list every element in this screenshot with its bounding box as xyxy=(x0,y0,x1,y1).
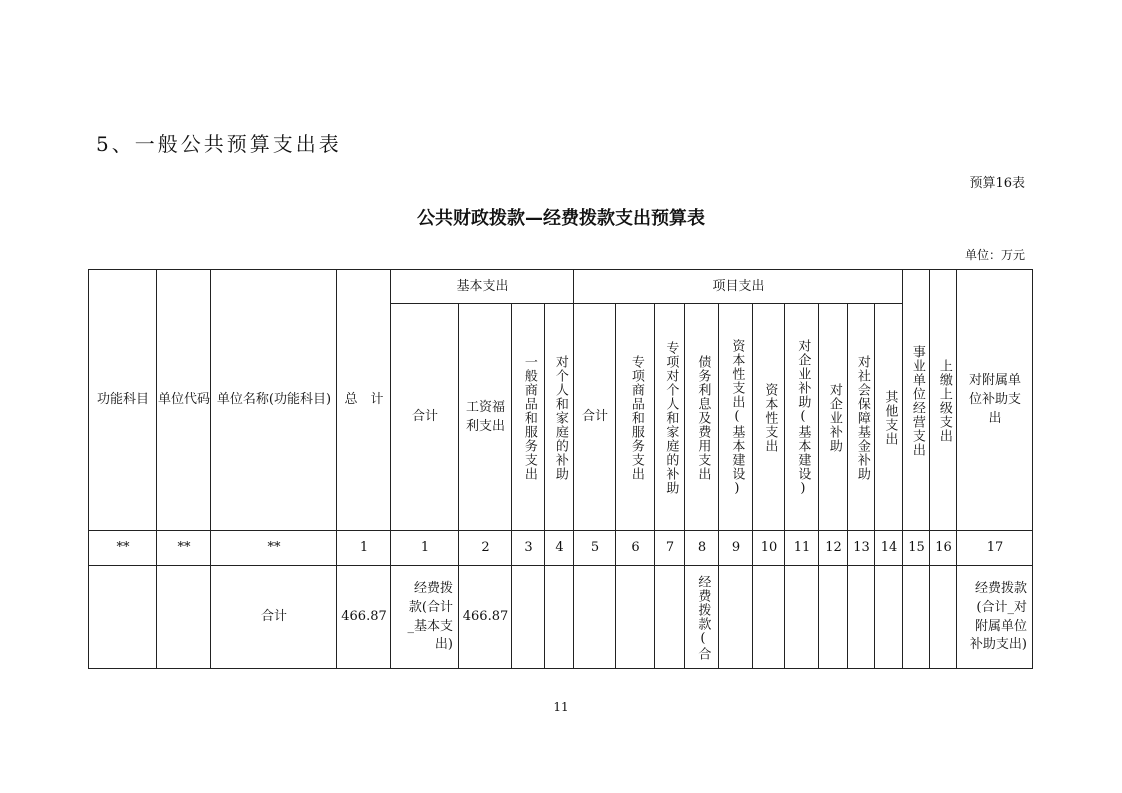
index-cell: 8 xyxy=(684,530,719,566)
index-cell: 7 xyxy=(654,530,685,566)
cell-enterprise-subsidy xyxy=(818,565,848,669)
index-cell: 16 xyxy=(929,530,957,566)
header-enterprise-subsidy: 对企业补助 xyxy=(818,303,848,531)
index-cell: 14 xyxy=(874,530,903,566)
index-cell: 1 xyxy=(336,530,391,566)
index-cell: ** xyxy=(88,530,157,566)
header-other: 其他支出 xyxy=(874,303,903,531)
header-unit-code: 单位代码 xyxy=(156,269,211,531)
index-cell: 12 xyxy=(818,530,848,566)
header-social-security-fund: 对社会保障基金补助 xyxy=(847,303,875,531)
cell-affiliated-subsidy: 经费拨款(合计_对附属单位补助支出) xyxy=(956,565,1033,669)
index-cell: 3 xyxy=(511,530,545,566)
index-cell: ** xyxy=(210,530,337,566)
index-cell: ** xyxy=(156,530,211,566)
cell-capital-expenditure xyxy=(752,565,785,669)
index-cell: 6 xyxy=(615,530,655,566)
index-cell: 4 xyxy=(544,530,574,566)
header-enterprise-subsidy-construction: 对企业补助(基本建设) xyxy=(784,303,819,531)
index-cell: 5 xyxy=(573,530,616,566)
budget-table xyxy=(88,269,1033,669)
cell-general-goods-services xyxy=(511,565,545,669)
header-special-goods-services: 专项商品和服务支出 xyxy=(615,303,655,531)
index-cell: 9 xyxy=(718,530,753,566)
cell-capital-construction xyxy=(718,565,753,669)
index-cell: 1 xyxy=(390,530,459,566)
cell-special-subsidy-individuals xyxy=(654,565,685,669)
cell-upper-level xyxy=(929,565,957,669)
cell-unit-name: 合计 xyxy=(210,565,337,669)
section-title: 5、一般公共预算支出表 xyxy=(96,132,342,156)
header-affiliated-subsidy: 对附属单位补助支出 xyxy=(956,269,1033,531)
index-cell: 13 xyxy=(847,530,875,566)
cell-subsidy-individuals xyxy=(544,565,574,669)
main-title: 公共财政拨款—经费拨款支出预算表 xyxy=(417,208,705,229)
index-cell: 17 xyxy=(956,530,1033,566)
header-upper-level: 上缴上级支出 xyxy=(929,269,957,531)
header-capital-expenditure: 资本性支出 xyxy=(752,303,785,531)
page-number: 11 xyxy=(553,700,569,714)
header-function-subject: 功能科目 xyxy=(88,269,157,531)
header-basic-group: 基本支出 xyxy=(390,269,574,304)
index-cell: 11 xyxy=(784,530,819,566)
cell-business-operations xyxy=(902,565,930,669)
cell-debt-interest: 经费拨款(合 xyxy=(684,565,719,669)
header-special-subsidy-individuals: 专项对个人和家庭的补助 xyxy=(654,303,685,531)
cell-enterprise-subsidy-construction xyxy=(784,565,819,669)
cell-wages-welfare: 466.87 xyxy=(458,565,512,669)
header-project-group: 项目支出 xyxy=(573,269,903,304)
header-basic-subtotal: 合计 xyxy=(390,303,459,531)
index-cell: 15 xyxy=(902,530,930,566)
header-business-operations: 事业单位经营支出 xyxy=(902,269,930,531)
cell-total: 466.87 xyxy=(336,565,391,669)
cell-project-subtotal xyxy=(573,565,616,669)
cell-basic-subtotal: 经费拨款(合计_基本支出) xyxy=(390,565,459,669)
header-subsidy-individuals: 对个人和家庭的补助 xyxy=(544,303,574,531)
cell-unit-code xyxy=(156,565,211,669)
header-capital-construction: 资本性支出(基本建设) xyxy=(718,303,753,531)
header-project-subtotal: 合计 xyxy=(573,303,616,531)
unit-label: 单位：万元 xyxy=(964,248,1025,262)
header-wages-welfare: 工资福利支出 xyxy=(458,303,512,531)
header-debt-interest: 债务利息及费用支出 xyxy=(684,303,719,531)
table-number: 预算16表 xyxy=(969,176,1025,191)
header-general-goods-services: 一般商品和服务支出 xyxy=(511,303,545,531)
header-total: 总 计 xyxy=(336,269,391,531)
cell-special-goods-services xyxy=(615,565,655,669)
index-cell: 2 xyxy=(458,530,512,566)
cell-social-security-fund xyxy=(847,565,875,669)
cell-other xyxy=(874,565,903,669)
index-cell: 10 xyxy=(752,530,785,566)
header-unit-name: 单位名称(功能科目) xyxy=(210,269,337,531)
cell-function-subject xyxy=(88,565,157,669)
